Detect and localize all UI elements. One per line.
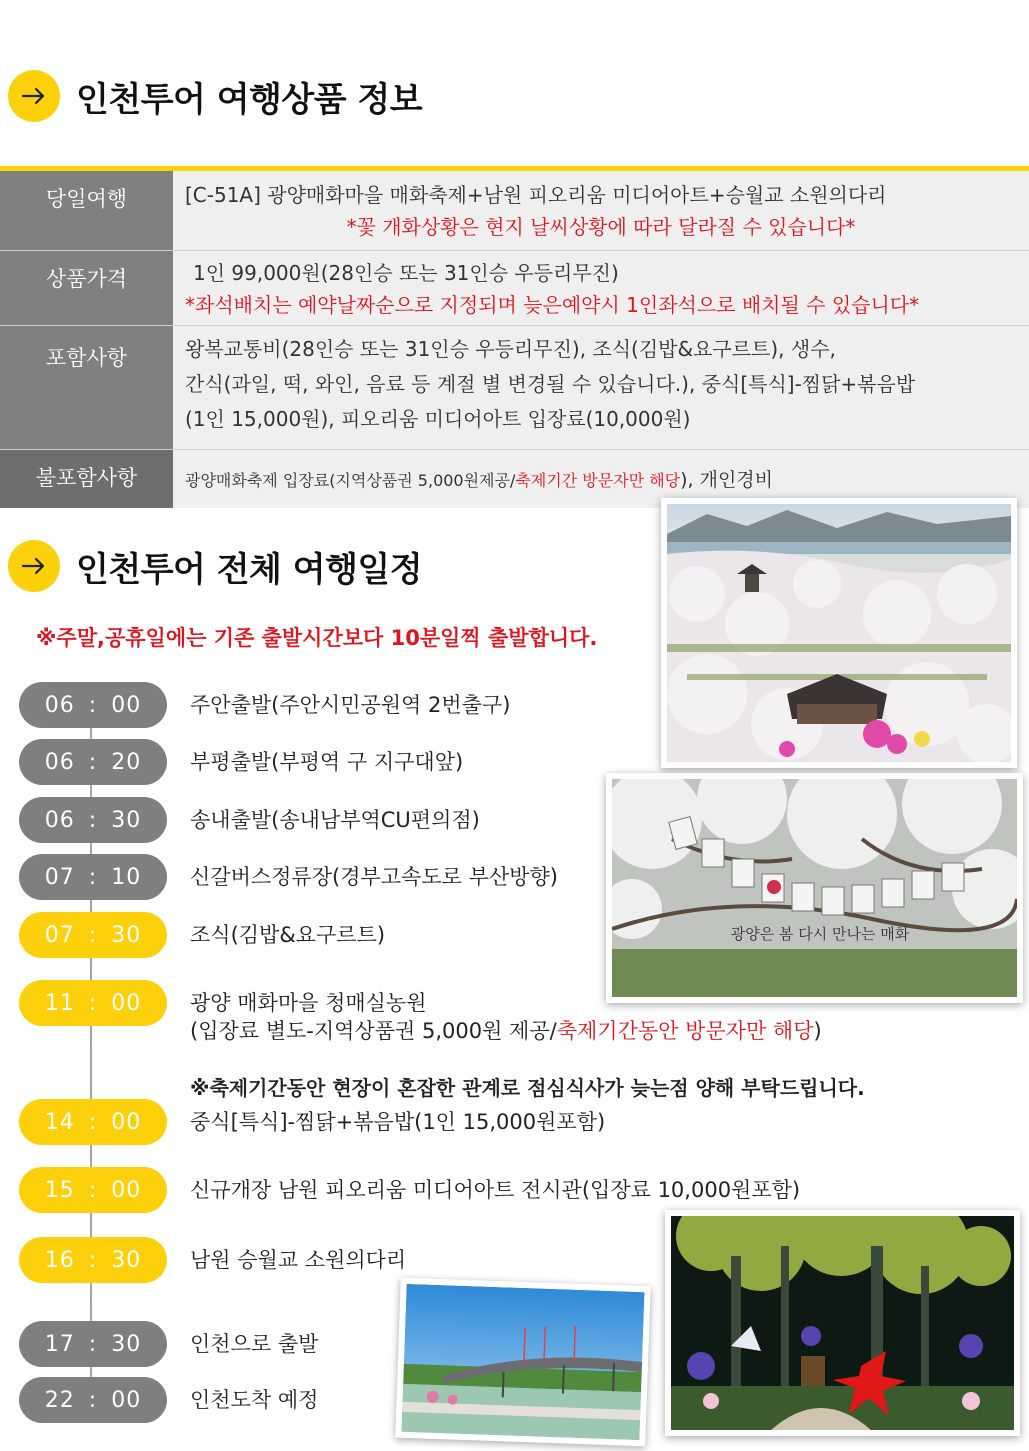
plum-banner-photo [606,773,1023,1003]
schedule-text: 인천도착 예정 [190,1388,319,1412]
schedule-text: 부평출발(부평역 구 지구대앞) [190,750,464,774]
arrow-right-icon [8,70,60,122]
arrow-right-icon [8,540,60,592]
time-pill: 07 : 30 [19,912,167,958]
time-pill: 15 : 00 [19,1167,167,1213]
section-title-itinerary [8,540,422,592]
schedule-sub-red: 축제기간동안 방문자만 해당 [556,1019,814,1043]
plum-village-photo [661,498,1017,768]
info-label: 상품가격 [0,251,173,325]
banner-text: 광양은 봄 다시 만나는 매화 [730,925,910,943]
time-pill: 17 : 30 [19,1321,167,1367]
weekend-notice: ※주말,공휴일에는 기존 출발시간보다 10분일찍 출발합니다. [36,626,598,650]
info-row-day-trip [0,171,1029,251]
info-value [173,326,1029,449]
bloom-notice: *꽃 개화상황은 현지 날씨상황에 따라 달라질 수 있습니다* [346,215,856,239]
time-pill: 11 : 00 [19,980,167,1026]
section1-title: 인천투어 여행상품 정보 [76,79,423,120]
product-info-table [0,166,1029,508]
time-pill: 22 : 00 [19,1377,167,1423]
time-pill: 06 : 00 [19,682,167,728]
schedule-text: 주안출발(주안시민공원역 2번출구) [190,693,511,717]
schedule-text: 조식(김밥&요구르트) [190,923,386,947]
product-name: [C-51A] 광양매화마을 매화축제+남원 피오리움 미디어아트+승월교 소원의다리 [185,183,887,207]
time-pill: 06 : 30 [19,797,167,843]
info-value [173,171,1029,250]
info-value [173,251,1029,325]
excluded-text-1: 광양매화축제 입장료(지역상품권 5,000원제공/ [185,471,516,490]
schedule-text: 송내출발(송내남부역CU편의점) [190,808,480,832]
included-line-1: 왕복교통비(28인승 또는 31인승 우등리무진), 조식(김밥&요구르트), 생수, [185,337,836,361]
info-label: 불포함사항 [0,450,173,508]
time-pill: 16 : 30 [19,1237,167,1283]
seat-notice: *좌석배치는 예약날짜순으로 지정되며 늦은예약시 1인좌석으로 배치될 수 있습니다* [185,293,920,317]
info-label: 당일여행 [0,171,173,250]
schedule-text: 신규개장 남원 피오리움 미디어아트 전시관(입장료 10,000원포함) [190,1178,801,1202]
included-line-3: (1인 15,000원), 피오리움 미디어아트 입장료(10,000원) [185,407,691,431]
section-title-product-info [8,70,422,122]
price-text: 1인 99,000원(28인승 또는 31인승 우등리무진) [193,261,619,285]
bridge-photo [395,1278,650,1447]
schedule-sub: (입장료 별도-지역상품권 5,000원 제공/ [190,1019,557,1043]
info-row-included [0,326,1029,450]
info-row-price [0,251,1029,326]
schedule-sub-end: ) [813,1019,822,1043]
schedule-text: 신갈버스정류장(경부고속도로 부산방향) [190,865,558,889]
schedule-text: 남원 승월교 소원의다리 [190,1248,407,1272]
media-art-photo [665,1210,1020,1436]
info-label: 포함사항 [0,326,173,449]
schedule-text: 인천으로 출발 [190,1332,319,1356]
lunch-delay-note: ※축제기간동안 현장이 혼잡한 관계로 점심식사가 늦는점 양해 부탁드립니다. [190,1076,865,1100]
time-pill: 07 : 10 [19,854,167,900]
schedule-title: 광양 매화마을 청매실농원 [190,991,427,1015]
time-pill: 14 : 00 [19,1099,167,1145]
included-line-2: 간식(과일, 떡, 와인, 음료 등 계절 별 변경될 수 있습니다.), 중식[특식]-찜닭+볶음밥 [185,372,916,396]
schedule-text: 중식[특식]-찜닭+볶음밥(1인 15,000원포함) [190,1110,606,1134]
time-pill: 06 : 20 [19,739,167,785]
section2-title: 인천투어 전체 여행일정 [76,549,423,590]
excluded-text-red: 축제기간 방문자만 해당 [515,471,681,490]
excluded-text-3: ), 개인경비 [680,469,774,491]
